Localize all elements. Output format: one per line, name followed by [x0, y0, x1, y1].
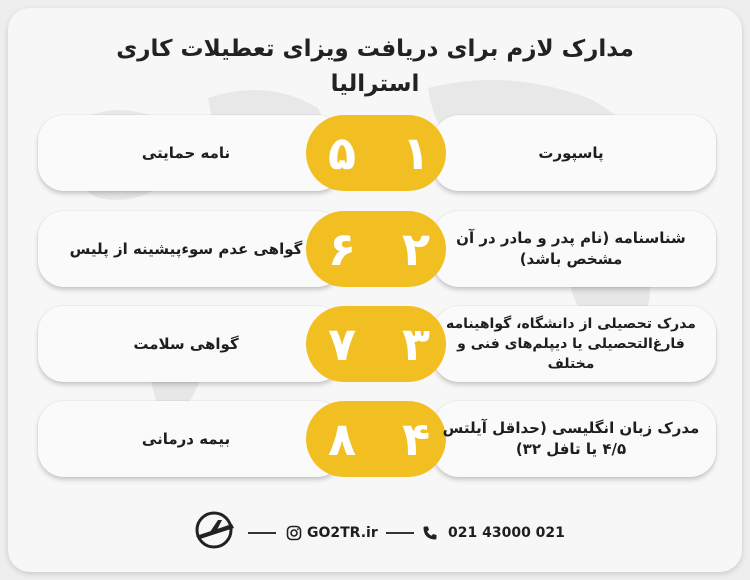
airplane-logo-icon [190, 506, 238, 554]
document-row [8, 306, 742, 388]
document-label: بیمه درمانی [141, 429, 231, 448]
document-label: نامه حمایتی [141, 143, 231, 162]
phone-icon [422, 525, 438, 541]
divider [248, 532, 276, 534]
document-number: ۸ [327, 412, 357, 466]
document-row [8, 115, 742, 197]
document-number: ۷ [327, 317, 357, 371]
document-label: پاسپورت [538, 143, 604, 162]
document-number: ۶ [327, 222, 357, 276]
instagram-icon [286, 525, 302, 541]
document-label: شناسنامه (نام پدر و مادر در آن مشخص باشد) [456, 229, 686, 268]
document-label: مدرک تحصیلی از دانشگاه، گواهینامه فارغ‌التحصیلی یا دیپلم‌های فنی و مختلف [446, 316, 696, 372]
document-number: ۳ [401, 317, 431, 371]
document-number: ۲ [401, 222, 431, 276]
document-row [8, 211, 742, 293]
document-number: ۵ [327, 126, 357, 180]
document-label: گواهی عدم سوءپیشینه از پلیس [69, 239, 303, 258]
page-title: مدارک لازم برای دریافت ویزای تعطیلات کاری استرالیا [116, 36, 634, 97]
website-link[interactable]: GO2TR.ir [307, 525, 378, 541]
document-number: ۱ [401, 126, 431, 180]
phone-number[interactable]: 021 43000 021 [448, 525, 565, 541]
document-label: مدرک زبان انگلیسی (حداقل آیلتس ۴/۵ یا تافل ۳۲) [442, 419, 700, 458]
infographic-card [8, 8, 742, 572]
footer [8, 506, 742, 556]
document-number: ۴ [401, 412, 431, 466]
document-row [8, 401, 742, 483]
divider [386, 532, 414, 534]
document-label: گواهی سلامت [133, 334, 239, 353]
